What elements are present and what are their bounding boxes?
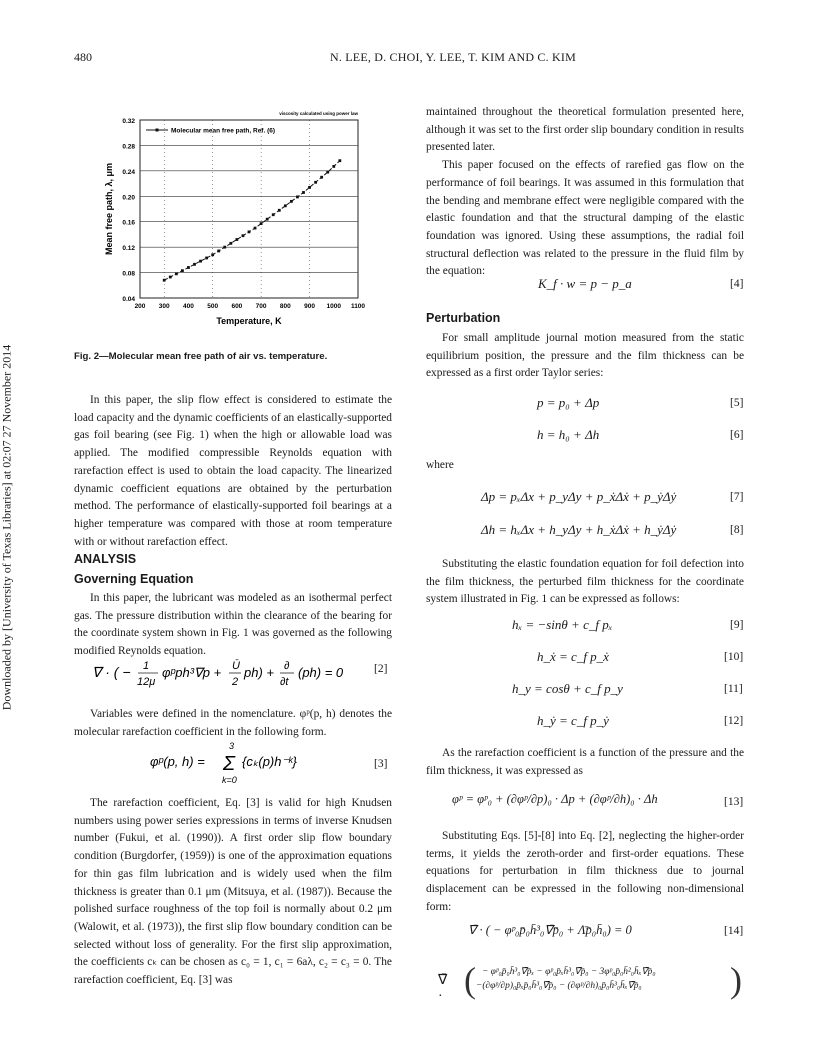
data-point (260, 222, 263, 225)
left-column (74, 392, 392, 551)
data-point (302, 191, 305, 194)
equation-2-number: [2] (374, 663, 388, 675)
y-tick-label: 0.04 (122, 296, 135, 303)
legend-marker (156, 129, 159, 132)
data-point (254, 227, 257, 230)
equation-11: h_y = cosθ + c_f p_y (512, 681, 623, 696)
data-point (199, 260, 202, 263)
substitution-block (426, 556, 744, 609)
x-tick-label: 1000 (326, 303, 342, 310)
substitution2-paragraph: Substituting Eqs. [5]-[8] into Eq. [2], neglecting the higher-order terms, it yields the zeroth-order and first-order equations. These equations for perturbation in film thickness due to journal displacement can be expressed in the following non-dimensional form: (426, 830, 744, 913)
data-point (211, 253, 214, 256)
data-point (320, 176, 323, 179)
svg-text:Ū: Ū (232, 660, 240, 672)
where-label: where (426, 459, 454, 471)
svg-text:1: 1 (143, 660, 150, 672)
focus-paragraph: This paper focused on the effects of rarefied gas flow on the performance of foil bearings. It was assumed in this formulation that the bending and membrane effect were negligible compared with the elastic foundation and that the structural damping of the elastic foundation was ignored. Using these assumptions, the radial foil structural deflection was related to the pressure in the fluid film by the equation: (426, 159, 744, 278)
data-point (217, 250, 220, 253)
equation-13-number: [13] (724, 796, 744, 808)
y-tick-label: 0.20 (122, 194, 135, 202)
download-watermark: Downloaded by [University of Texas Libraries] at 02:07 27 November 2014 (0, 344, 14, 711)
svg-text:∂t: ∂t (280, 676, 289, 688)
data-point (296, 196, 299, 199)
data-point (169, 276, 172, 279)
figure-caption: Fig. 2—Molecular mean free path of air vs. temperature. (74, 351, 328, 362)
plot-frame (140, 120, 358, 298)
rarefaction-coef-paragraph: As the rarefaction coefficient is a function of the pressure and the film thickness, it was expressed as (426, 747, 744, 777)
mean-free-path-chart (60, 104, 390, 340)
equation-7-number: [7] (730, 491, 744, 503)
equation-5: p = p₀ + Δp (537, 395, 600, 410)
svg-text:∂: ∂ (284, 660, 290, 672)
variables-paragraph: Variables were defined in the nomenclature. φᵖ(p, h) denotes the molecular rarefaction coefficient in the following form. (74, 708, 392, 738)
intro-paragraph: In this paper, the slip flow effect is considered to estimate the load capacity and the dynamic coefficients of an elastically-supported gas foil bearing (see Fig. 1) when the high or allowable load was applied. The modified compressible Reynolds equation with rarefaction effect is used to obtain the load capacity. The linearized dynamic coefficient equations are obtained by the perturbation method. The performance of elastically-supported foil bearings at a higher temperature was compared with those at room temperature with or without rarefaction effect. (74, 394, 392, 548)
analysis-heading: ANALYSIS (74, 552, 137, 566)
equation-2-render (92, 655, 362, 691)
data-point (163, 279, 166, 282)
svg-text:2: 2 (232, 676, 239, 688)
data-point (242, 234, 245, 237)
equation-4: K_f · w = p − p_a (538, 276, 632, 291)
svg-text:{cₖ(p)h⁻ᵏ}: {cₖ(p)h⁻ᵏ} (242, 754, 297, 769)
perturbation-block (426, 330, 744, 383)
equation-9: hₓ = −sinθ + c_f pₓ (512, 617, 613, 632)
governing-block (74, 590, 392, 661)
x-tick-label: 700 (255, 303, 267, 310)
equation-3-number: [3] (374, 758, 388, 770)
data-point (332, 165, 335, 168)
y-tick-label: 0.28 (122, 143, 135, 151)
data-point (284, 204, 287, 207)
governing-paragraph: In this paper, the lubricant was modeled as an isothermal perfect gas. The pressure distribution within the clearance of the bearing for the coordinate system shown in Fig. 1 was governed as the following modified Reynolds equation. (74, 592, 392, 658)
data-point (290, 200, 293, 203)
rarefaction-coef-block (426, 745, 744, 780)
page-number: 480 (74, 50, 92, 64)
x-tick-label: 1100 (350, 303, 366, 310)
svg-text:Σ: Σ (223, 753, 235, 775)
running-title: N. LEE, D. CHOI, Y. LEE, T. KIM AND C. KIM (330, 50, 576, 64)
data-point (223, 246, 226, 249)
equation-12-number: [12] (724, 715, 744, 727)
data-point (272, 213, 275, 216)
data-point (326, 171, 329, 174)
equation-15-line-1: − φᵖ₀p̄₀h̄³₀∇̄p̄ₓ − φᵖ₀p̄ₓh̄³₀∇̄p̄₀ − 3φᵖ₀p̄₀h̄²₀h̄ₓ∇̄p̄₀ (482, 967, 656, 977)
continuation-paragraph: maintained throughout the theoretical formulation presented here, although it was set to the first order slip boundary condition in results presented later. (426, 106, 744, 154)
y-tick-label: 0.32 (122, 118, 135, 125)
equation-5-number: [5] (730, 397, 744, 409)
equation-7: Δp = pₓΔx + p_yΔy + p_ẋΔẋ + p_ẏΔẏ (481, 489, 677, 504)
data-point (187, 266, 190, 269)
data-point (175, 272, 178, 275)
x-tick-label: 200 (134, 303, 146, 310)
y-axis-label: Mean free path, λ, μm (104, 162, 114, 256)
data-point (266, 218, 269, 221)
equation-10-number: [10] (724, 651, 744, 663)
svg-text:φᵖ(p, h) =: φᵖ(p, h) = (150, 754, 205, 769)
svg-text:∇ · ( −: ∇ · ( − (92, 664, 131, 680)
substitution2-block (426, 828, 744, 917)
equation-8: Δh = hₓΔx + h_yΔy + h_ẋΔẋ + h_ẏΔẏ (481, 522, 677, 537)
equation-10: h_ẋ = c_f p_ẋ (537, 649, 609, 664)
data-point (235, 238, 238, 241)
data-point (193, 263, 196, 266)
svg-text:φᵖph³∇p +: φᵖph³∇p + (162, 665, 222, 680)
equation-6: h = h₀ + Δh (537, 427, 600, 442)
data-point (308, 186, 311, 189)
equation-15-line-2: −(∂φᵖ/∂p)₀p̄ₓp̄₀h̄³₀∇̄p̄₀ − (∂φᵖ/∂h)₀p̄₀h̄³₀h̄ₓ∇̄p̄₀ (476, 981, 642, 991)
variables-block (74, 706, 392, 741)
x-tick-label: 600 (231, 303, 243, 310)
viscosity-note: viscosity calculated using power law (279, 111, 358, 116)
equation-8-number: [8] (730, 524, 744, 536)
x-tick-label: 400 (183, 303, 194, 310)
perturbation-paragraph: For small amplitude journal motion measured from the static equilibrium position, the pressure and the film thickness can be expressed as a first order Taylor series: (426, 332, 744, 380)
x-axis-label: Temperature, K (216, 316, 282, 326)
equation-12: h_ẏ = c_f p_ẏ (537, 713, 609, 728)
equation-6-number: [6] (730, 429, 744, 441)
equation-14-number: [14] (724, 925, 744, 937)
svg-text:ph) +: ph) + (244, 665, 274, 680)
data-point (338, 159, 341, 162)
x-tick-label: 500 (207, 303, 219, 310)
equation-4-number: [4] (730, 278, 744, 290)
y-tick-label: 0.16 (122, 219, 135, 227)
equation-3-render (150, 740, 350, 788)
sum-upper-limit: 3 (229, 741, 235, 751)
substitution-paragraph: Substituting the elastic foundation equation for foil defection into the film thickness, the perturbed film thickness for the coordinate system illustrated in Fig. 1 can be expressed as follows: (426, 558, 744, 606)
right-column-top (426, 104, 744, 281)
y-tick-label: 0.08 (122, 270, 135, 278)
sum-lower-limit: k=0 (222, 775, 237, 785)
data-point (229, 242, 232, 245)
rarefaction-block (74, 795, 392, 990)
data-point (314, 181, 317, 184)
equation-11-number: [11] (724, 683, 743, 695)
equation-2 (92, 655, 362, 695)
data-point (248, 230, 251, 233)
svg-text:12μ: 12μ (137, 676, 156, 688)
series-line (164, 161, 340, 281)
x-tick-label: 900 (304, 303, 315, 310)
perturbation-heading: Perturbation (426, 311, 501, 325)
equation-9-number: [9] (730, 619, 744, 631)
legend-label: Molecular mean free path, Ref. (6) (171, 127, 276, 135)
data-point (205, 257, 208, 260)
equation-14: ∇̄ · ( − φᵖ₀p̄₀h̄³₀∇̄p̄₀ + Λ̄p̄₀h̄₀) = 0 (468, 923, 632, 937)
equation-3 (150, 740, 350, 792)
governing-equation-heading: Governing Equation (74, 572, 194, 586)
x-tick-label: 300 (158, 303, 170, 310)
equation-13: φᵖ = φᵖ₀ + (∂φᵖ/∂p)₀ · Δp + (∂φᵖ/∂h)₀ · Δh (452, 792, 658, 806)
svg-text:(ph) = 0: (ph) = 0 (298, 665, 344, 680)
data-point (278, 209, 281, 212)
rarefaction-paragraph: The rarefaction coefficient, Eq. [3] is valid for high Knudsen numbers using power series expressions in terms of inverse Knudsen number (Fukui, et al. (1990)). A first order slip flow boundary condition (Burgdorfer, (1959)) is one of the approximation equations for thin gas film lubrication and is widely used when the film thickness is greater than 0.1 μm (Mitsuya, et al. (1987)). Because the polished surface roughness of the top foil is normally about 0.2 μm (Walowit, et al. (1973)), the first slip flow boundary condition can be selected without loss of generality. For the first slip approximation, the coefficients cₖ can be chosen as c₀ = 1, c₁ = 6aλ, c₂ = c₃ = 0. The rarefaction coefficient, Eq. [3] was (74, 797, 392, 987)
data-point (181, 269, 184, 272)
y-tick-label: 0.12 (122, 245, 135, 253)
x-tick-label: 800 (279, 303, 291, 310)
y-tick-label: 0.24 (122, 168, 135, 176)
